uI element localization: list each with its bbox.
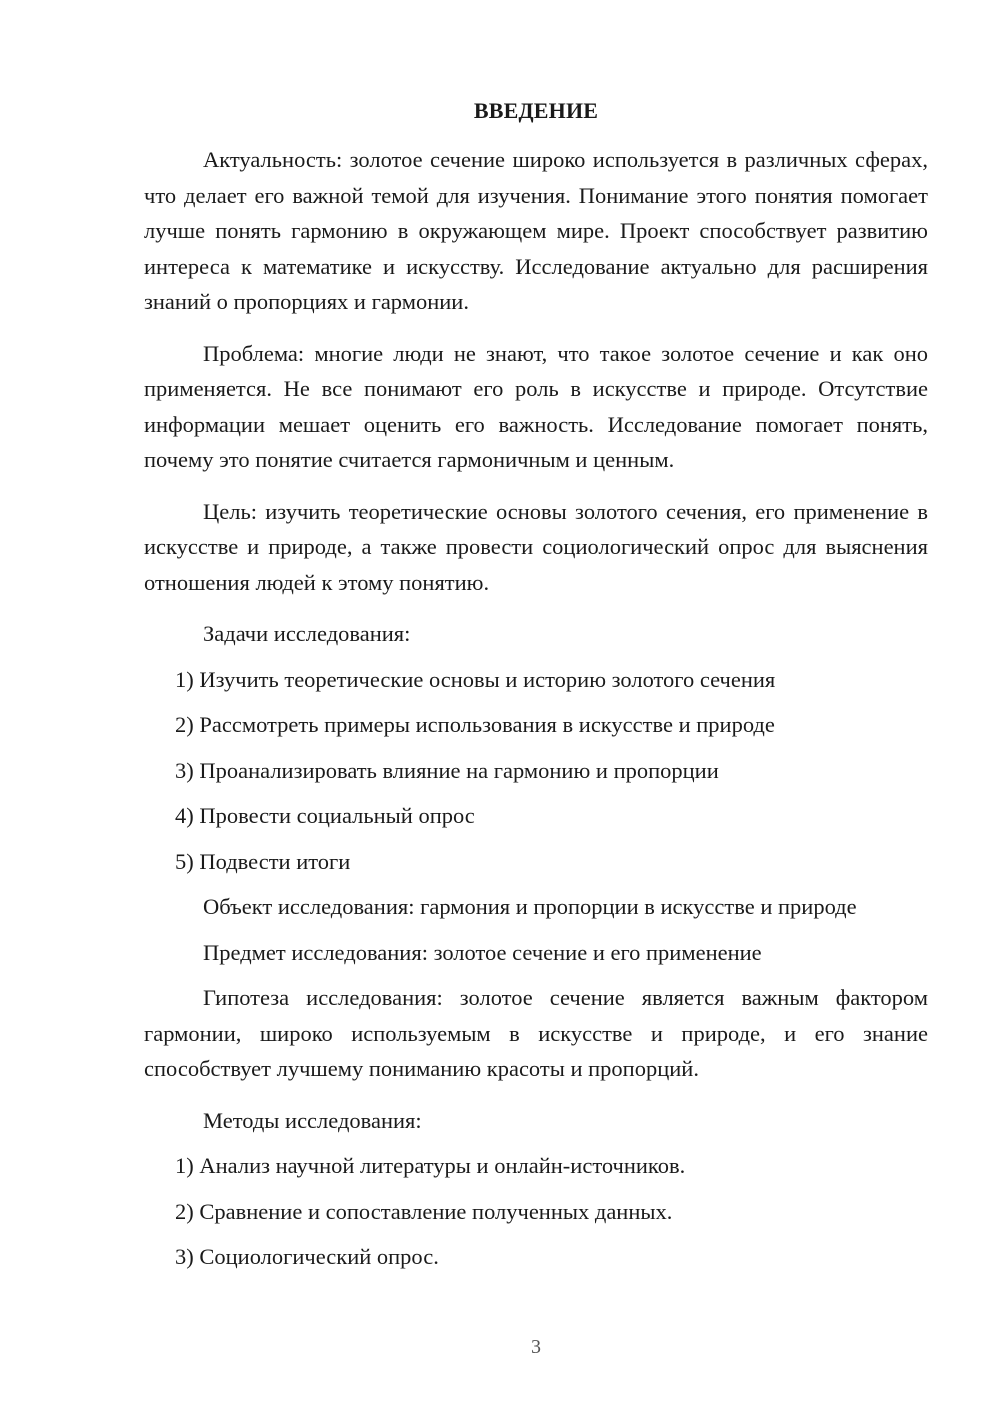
- relevance-paragraph: Актуальность: золотое сечение широко используется в различных сферах, что делает его важной темой для изучения. Понимание этого понятия помогает лучше понять гармонию в окружающем мире. Проект способствует развитию интереса к математике и искусству. Исследование актуально для расширения знаний о пропорциях и гармонии.: [144, 147, 928, 314]
- tasks-heading: Задачи исследования:: [203, 621, 411, 646]
- list-item: 2) Рассмотреть примеры использования в искусстве и природе: [175, 712, 775, 737]
- page-number: 3: [531, 1336, 541, 1358]
- problem-paragraph: Проблема: многие люди не знают, что такое золотое сечение и как оно применяется. Не все понимают его роль в искусстве и природе. Отсутствие информации мешает оценить его важность. Исследование помогает понять, почему это понятие считается гармоничным и ценным.: [144, 340, 928, 472]
- page-content: [144, 142, 928, 1285]
- hypothesis-paragraph: Гипотеза исследования: золотое сечение является важным фактором гармонии, широко используемым в искусстве и природе, и его знание способствует лучшему пониманию красоты и пропорций.: [144, 985, 928, 1081]
- list-item: 2) Сравнение и сопоставление полученных данных.: [175, 1198, 673, 1224]
- list-item: 5) Подвести итоги: [175, 848, 351, 874]
- list-item: 3) Социологический опрос.: [175, 1244, 439, 1269]
- subject-paragraph: Предмет исследования: золотое сечение и его применение: [203, 939, 762, 965]
- list-item: 4) Провести социальный опрос: [175, 803, 475, 828]
- list-item: 1) Изучить теоретические основы и историю золотого сечения: [175, 666, 776, 692]
- list-item: 3) Проанализировать влияние на гармонию и пропорции: [175, 757, 719, 783]
- methods-heading: Методы исследования:: [203, 1107, 422, 1133]
- methods-list: [144, 1148, 928, 1275]
- tasks-list: [144, 662, 928, 880]
- page-title: ВВЕДЕНИЕ: [473, 98, 599, 123]
- goal-paragraph: Цель: изучить теоретические основы золотого сечения, его применение в искусстве и природе, а также провести социологический опрос для выяснения отношения людей к этому понятию.: [144, 498, 928, 595]
- list-item: 1) Анализ научной литературы и онлайн-источников.: [175, 1153, 686, 1178]
- object-paragraph: Объект исследования: гармония и пропорции в искусстве и природе: [203, 894, 857, 919]
